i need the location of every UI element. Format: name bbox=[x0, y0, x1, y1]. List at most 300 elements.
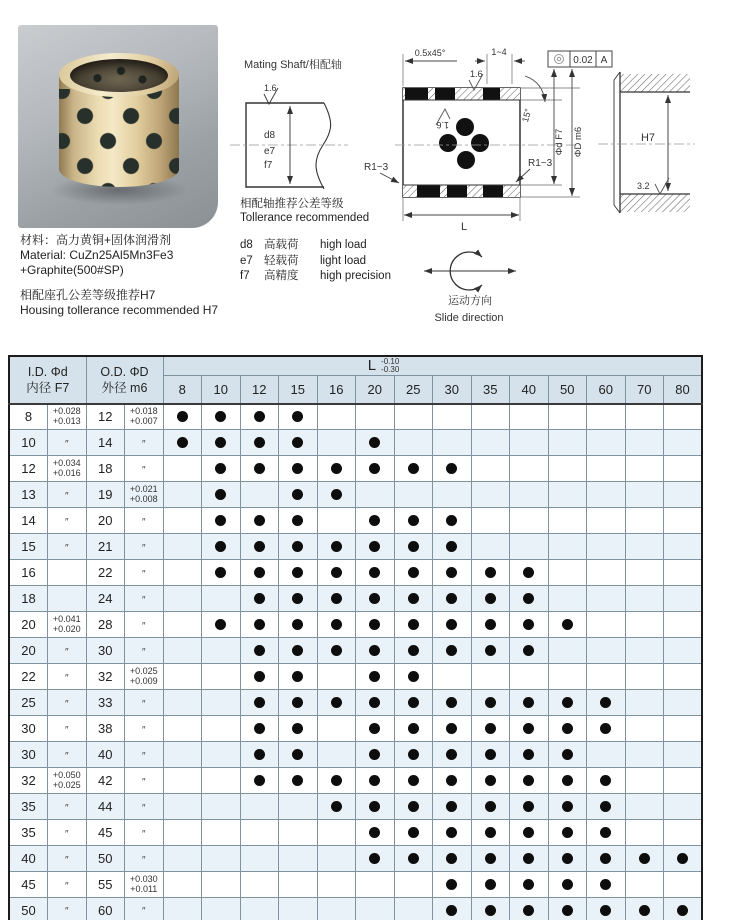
gdt-frame bbox=[548, 51, 612, 67]
table-row bbox=[9, 456, 702, 482]
l-cell bbox=[625, 872, 664, 898]
l-cell bbox=[471, 742, 510, 768]
l-cell bbox=[548, 872, 587, 898]
od-tol-cell bbox=[125, 898, 164, 920]
od-tol-cell bbox=[125, 690, 164, 716]
l-cell bbox=[625, 898, 664, 920]
l-cell bbox=[202, 612, 241, 638]
gdt-value: 0.02 bbox=[573, 55, 593, 66]
size-available-dot bbox=[408, 463, 419, 474]
l-cell bbox=[548, 690, 587, 716]
table-row bbox=[9, 560, 702, 586]
l-cell bbox=[510, 768, 549, 794]
bore-roughness-label: 1.6 bbox=[436, 120, 449, 130]
l-cell bbox=[163, 872, 202, 898]
l-cell bbox=[356, 768, 395, 794]
l-cell bbox=[433, 872, 472, 898]
size-available-dot bbox=[446, 515, 457, 526]
ditto-mark: ″ bbox=[64, 880, 69, 892]
l-cell bbox=[279, 586, 318, 612]
size-available-dot bbox=[562, 827, 573, 838]
id-tol-cell bbox=[48, 482, 87, 508]
l-tol-upper: -0.10 bbox=[381, 356, 400, 366]
l-cell bbox=[394, 794, 433, 820]
l-cell bbox=[587, 430, 626, 456]
l-cell bbox=[625, 768, 664, 794]
grade-en: light load bbox=[320, 254, 367, 267]
l-cell bbox=[625, 560, 664, 586]
l-cell bbox=[356, 716, 395, 742]
l-cell bbox=[394, 742, 433, 768]
tolerance-upper: +0.030 bbox=[129, 874, 158, 885]
l-col-header: 16 bbox=[317, 375, 356, 404]
tolerance-upper: +0.025 bbox=[129, 666, 158, 677]
size-available-dot bbox=[292, 645, 303, 656]
l-cell bbox=[471, 404, 510, 430]
size-available-dot bbox=[485, 801, 496, 812]
size-available-dot bbox=[562, 723, 573, 734]
size-available-dot bbox=[177, 437, 188, 448]
size-available-dot bbox=[215, 463, 226, 474]
radius-label-left: R1~3 bbox=[364, 162, 389, 173]
id-header-top: I.D. Φd bbox=[27, 364, 68, 379]
od-cell: 50 bbox=[86, 846, 125, 872]
l-cell bbox=[548, 820, 587, 846]
size-available-dot bbox=[523, 827, 534, 838]
l-cell bbox=[394, 664, 433, 690]
l-cell bbox=[240, 794, 279, 820]
ditto-mark: ″ bbox=[64, 828, 69, 840]
table-row bbox=[9, 430, 702, 456]
size-available-dot bbox=[331, 541, 342, 552]
od-cell: 32 bbox=[86, 664, 125, 690]
size-available-dot bbox=[639, 853, 650, 864]
id-cell: 30 bbox=[9, 716, 48, 742]
l-cell bbox=[394, 534, 433, 560]
l-cell bbox=[587, 846, 626, 872]
id-cell: 13 bbox=[9, 482, 48, 508]
l-cell bbox=[163, 430, 202, 456]
l-cell bbox=[317, 846, 356, 872]
l-cell bbox=[202, 872, 241, 898]
id-tol-cell bbox=[48, 768, 87, 794]
size-available-dot bbox=[254, 411, 265, 422]
l-cell bbox=[664, 690, 703, 716]
l-cell bbox=[433, 482, 472, 508]
housing-chamfer bbox=[614, 205, 620, 213]
size-available-dot bbox=[408, 593, 419, 604]
top-roughness-label: 1.6 bbox=[470, 69, 483, 79]
size-available-dot bbox=[292, 489, 303, 500]
size-available-dot bbox=[562, 905, 573, 916]
size-available-dot bbox=[254, 567, 265, 578]
od-tol-cell bbox=[125, 560, 164, 586]
l-cell bbox=[510, 664, 549, 690]
size-available-dot bbox=[331, 463, 342, 474]
table-row bbox=[9, 716, 702, 742]
l-cell bbox=[510, 404, 549, 430]
l-cell bbox=[356, 534, 395, 560]
size-available-dot bbox=[408, 567, 419, 578]
l-cell bbox=[587, 404, 626, 430]
od-cell: 55 bbox=[86, 872, 125, 898]
od-tol-cell bbox=[125, 404, 164, 430]
od-tol-cell bbox=[125, 482, 164, 508]
size-available-dot bbox=[446, 801, 457, 812]
size-available-dot bbox=[446, 463, 457, 474]
table-row bbox=[9, 586, 702, 612]
l-cell bbox=[279, 534, 318, 560]
id-tol-cell bbox=[48, 534, 87, 560]
l-cell bbox=[279, 612, 318, 638]
od-header-top: O.D. ΦD bbox=[100, 364, 149, 379]
graphite-plug bbox=[457, 151, 475, 169]
l-cell bbox=[356, 664, 395, 690]
size-available-dot bbox=[292, 723, 303, 734]
size-available-dot bbox=[485, 853, 496, 864]
l-cell bbox=[625, 638, 664, 664]
ditto-mark: ″ bbox=[141, 724, 146, 736]
od-tol-cell bbox=[125, 664, 164, 690]
l-cell bbox=[356, 872, 395, 898]
l-cell bbox=[279, 560, 318, 586]
l-cell bbox=[548, 404, 587, 430]
l-cell bbox=[625, 430, 664, 456]
size-available-dot bbox=[408, 515, 419, 526]
id-tol-cell bbox=[48, 664, 87, 690]
size-available-dot bbox=[408, 671, 419, 682]
id-tol-cell bbox=[48, 638, 87, 664]
l-cell bbox=[625, 482, 664, 508]
table-row bbox=[9, 898, 702, 920]
graphite-plug bbox=[471, 134, 489, 152]
ditto-mark: ″ bbox=[141, 516, 146, 528]
l-cell bbox=[548, 846, 587, 872]
id-cell: 40 bbox=[9, 846, 48, 872]
l-cell bbox=[433, 534, 472, 560]
l-cell bbox=[317, 456, 356, 482]
material-line-graphite: +Graphite(500#SP) bbox=[20, 263, 124, 277]
size-available-dot bbox=[292, 463, 303, 474]
l-cell bbox=[163, 846, 202, 872]
l-cell bbox=[240, 716, 279, 742]
l-cell bbox=[664, 612, 703, 638]
slide-direction-zh: 运动方向 bbox=[448, 295, 492, 307]
l-cell bbox=[202, 430, 241, 456]
l-cell bbox=[664, 508, 703, 534]
size-available-dot bbox=[677, 905, 688, 916]
ditto-mark: ″ bbox=[141, 906, 146, 918]
ditto-mark: ″ bbox=[141, 464, 146, 476]
id-cell: 12 bbox=[9, 456, 48, 482]
l-cell bbox=[356, 820, 395, 846]
size-available-dot bbox=[369, 515, 380, 526]
ditto-mark: ″ bbox=[64, 646, 69, 658]
l-cell bbox=[664, 846, 703, 872]
size-available-dot bbox=[485, 827, 496, 838]
l-cell bbox=[433, 716, 472, 742]
l-cell bbox=[433, 768, 472, 794]
outer-dia-label: ΦD m6 bbox=[573, 126, 584, 158]
l-cell bbox=[394, 872, 433, 898]
l-cell bbox=[587, 508, 626, 534]
l-col-header: 70 bbox=[625, 375, 664, 404]
size-available-dot bbox=[369, 619, 380, 630]
l-cell bbox=[664, 664, 703, 690]
l-col-header: 40 bbox=[510, 375, 549, 404]
size-available-dot bbox=[523, 749, 534, 760]
od-cell: 30 bbox=[86, 638, 125, 664]
l-cell bbox=[625, 612, 664, 638]
l-col-header: 8 bbox=[163, 375, 202, 404]
l-cell bbox=[202, 716, 241, 742]
l-cell bbox=[471, 560, 510, 586]
od-cell: 60 bbox=[86, 898, 125, 920]
l-cell bbox=[433, 898, 472, 920]
material-line-zh: 材料：高力黄铜+固体润滑剂 bbox=[20, 233, 172, 247]
ditto-mark: ″ bbox=[141, 776, 146, 788]
ditto-mark: ″ bbox=[141, 828, 146, 840]
l-cell bbox=[317, 508, 356, 534]
l-cell bbox=[471, 716, 510, 742]
l-cell bbox=[510, 820, 549, 846]
radius-leader-left bbox=[380, 173, 399, 183]
size-table bbox=[8, 355, 703, 920]
id-tol-cell bbox=[48, 612, 87, 638]
tolerance-lower: +0.011 bbox=[130, 883, 158, 894]
plug-square bbox=[447, 185, 467, 197]
size-available-dot bbox=[369, 593, 380, 604]
id-tol-cell bbox=[48, 690, 87, 716]
l-tol-lower: -0.30 bbox=[381, 365, 400, 375]
od-tol-cell bbox=[125, 872, 164, 898]
l-cell bbox=[625, 586, 664, 612]
id-tol-cell bbox=[48, 404, 87, 430]
size-available-dot bbox=[254, 619, 265, 630]
size-available-dot bbox=[600, 775, 611, 786]
size-available-dot bbox=[408, 723, 419, 734]
l-cell bbox=[587, 820, 626, 846]
l-cell bbox=[625, 846, 664, 872]
id-tol-cell bbox=[48, 456, 87, 482]
product-photo bbox=[18, 25, 218, 228]
size-available-dot bbox=[485, 775, 496, 786]
l-cell bbox=[433, 820, 472, 846]
id-cell: 45 bbox=[9, 872, 48, 898]
size-available-dot bbox=[215, 489, 226, 500]
l-cell bbox=[664, 872, 703, 898]
size-available-dot bbox=[254, 593, 265, 604]
l-cell bbox=[510, 586, 549, 612]
l-cell bbox=[433, 612, 472, 638]
ditto-mark: ″ bbox=[141, 854, 146, 866]
size-available-dot bbox=[369, 671, 380, 682]
l-cell bbox=[356, 612, 395, 638]
size-available-dot bbox=[485, 697, 496, 708]
l-col-header: 35 bbox=[471, 375, 510, 404]
ditto-mark: ″ bbox=[141, 750, 146, 762]
l-cell bbox=[587, 612, 626, 638]
l-cell bbox=[163, 638, 202, 664]
tolerance-lower: +0.016 bbox=[52, 467, 81, 478]
bushing-outline bbox=[403, 88, 520, 197]
size-available-dot bbox=[446, 905, 457, 916]
od-cell: 44 bbox=[86, 794, 125, 820]
od-cell: 12 bbox=[86, 404, 125, 430]
size-available-dot bbox=[446, 749, 457, 760]
technical-drawing bbox=[228, 38, 738, 338]
l-cell bbox=[394, 560, 433, 586]
ditto-mark: ″ bbox=[141, 802, 146, 814]
id-tol-cell bbox=[48, 898, 87, 920]
tolerance-lower: +0.008 bbox=[129, 493, 158, 504]
radius-label-right: R1~3 bbox=[528, 158, 553, 169]
size-available-dot bbox=[292, 775, 303, 786]
size-available-dot bbox=[254, 645, 265, 656]
l-cell bbox=[548, 430, 587, 456]
id-tol-cell bbox=[48, 794, 87, 820]
l-cell bbox=[548, 664, 587, 690]
l-cell bbox=[664, 638, 703, 664]
size-available-dot bbox=[177, 411, 188, 422]
grade-zh: 高载荷 bbox=[264, 239, 299, 251]
grade-en: high load bbox=[320, 239, 367, 251]
l-cell bbox=[587, 768, 626, 794]
table-row bbox=[9, 534, 702, 560]
id-tol-cell bbox=[48, 742, 87, 768]
bushing-bore bbox=[70, 59, 168, 92]
l-header bbox=[164, 357, 604, 375]
l-cell bbox=[202, 456, 241, 482]
l-cell bbox=[548, 508, 587, 534]
size-available-dot bbox=[331, 801, 342, 812]
l-cell bbox=[240, 482, 279, 508]
l-cell bbox=[240, 456, 279, 482]
l-cell bbox=[548, 534, 587, 560]
housing-hatch-top bbox=[620, 74, 690, 92]
ditto-mark: ″ bbox=[64, 672, 69, 684]
l-cell bbox=[240, 664, 279, 690]
id-cell: 25 bbox=[9, 690, 48, 716]
id-cell: 50 bbox=[9, 898, 48, 920]
slide-direction-en: Slide direction bbox=[434, 312, 504, 324]
od-cell: 33 bbox=[86, 690, 125, 716]
l-cell bbox=[202, 638, 241, 664]
id-cell: 30 bbox=[9, 742, 48, 768]
l-cell bbox=[664, 586, 703, 612]
l-cell bbox=[317, 872, 356, 898]
ditto-mark: ″ bbox=[64, 906, 69, 918]
table-row bbox=[9, 404, 702, 430]
size-available-dot bbox=[485, 749, 496, 760]
grade: f7 bbox=[240, 270, 250, 282]
od-tol-cell bbox=[125, 534, 164, 560]
size-available-dot bbox=[292, 567, 303, 578]
chamfer-label: 0.5x45° bbox=[414, 48, 446, 58]
table-row bbox=[9, 664, 702, 690]
l-cell bbox=[548, 482, 587, 508]
l-cell bbox=[664, 456, 703, 482]
size-available-dot bbox=[446, 775, 457, 786]
l-cell bbox=[394, 690, 433, 716]
l-cell bbox=[240, 872, 279, 898]
l-cell bbox=[163, 898, 202, 920]
size-available-dot bbox=[639, 905, 650, 916]
l-cell bbox=[279, 820, 318, 846]
od-cell: 21 bbox=[86, 534, 125, 560]
table-row bbox=[9, 638, 702, 664]
l-cell bbox=[356, 586, 395, 612]
size-available-dot bbox=[408, 853, 419, 864]
l-cell bbox=[433, 794, 472, 820]
size-available-dot bbox=[369, 723, 380, 734]
size-available-dot bbox=[369, 541, 380, 552]
l-cell bbox=[394, 404, 433, 430]
l-cell bbox=[664, 404, 703, 430]
ditto-mark: ″ bbox=[141, 698, 146, 710]
housing-drawing bbox=[598, 72, 695, 213]
l-cell bbox=[279, 404, 318, 430]
l-cell bbox=[471, 898, 510, 920]
od-tol-cell bbox=[125, 794, 164, 820]
l-cell bbox=[471, 846, 510, 872]
size-available-dot bbox=[408, 775, 419, 786]
l-cell bbox=[471, 586, 510, 612]
l-cell bbox=[394, 612, 433, 638]
slide-direction-symbol bbox=[424, 252, 516, 324]
size-available-dot bbox=[254, 541, 265, 552]
l-cell bbox=[240, 560, 279, 586]
od-cell: 45 bbox=[86, 820, 125, 846]
size-available-dot bbox=[562, 879, 573, 890]
l-cell bbox=[510, 430, 549, 456]
size-available-dot bbox=[254, 437, 265, 448]
l-cell bbox=[240, 612, 279, 638]
size-available-dot bbox=[408, 827, 419, 838]
size-available-dot bbox=[523, 619, 534, 630]
l-cell bbox=[548, 768, 587, 794]
size-available-dot bbox=[331, 697, 342, 708]
size-available-dot bbox=[485, 619, 496, 630]
tolerance-lower: +0.020 bbox=[52, 623, 81, 634]
l-cell bbox=[471, 638, 510, 664]
l-col-header: 25 bbox=[394, 375, 433, 404]
ditto-mark: ″ bbox=[64, 854, 69, 866]
table-row bbox=[9, 482, 702, 508]
size-available-dot bbox=[523, 697, 534, 708]
l-cell bbox=[471, 482, 510, 508]
l-cell bbox=[394, 638, 433, 664]
l-cell bbox=[587, 534, 626, 560]
l-cell bbox=[510, 560, 549, 586]
grade: d8 bbox=[240, 239, 253, 251]
l-cell bbox=[664, 742, 703, 768]
l-cell bbox=[279, 742, 318, 768]
ditto-mark: ″ bbox=[64, 802, 69, 814]
size-available-dot bbox=[215, 567, 226, 578]
l-cell bbox=[163, 690, 202, 716]
size-available-dot bbox=[600, 853, 611, 864]
size-available-dot bbox=[331, 775, 342, 786]
l-cell bbox=[625, 456, 664, 482]
l-cell bbox=[240, 508, 279, 534]
size-available-dot bbox=[446, 541, 457, 552]
l-cell bbox=[317, 612, 356, 638]
ditto-mark: ″ bbox=[64, 724, 69, 736]
l-cell bbox=[664, 716, 703, 742]
size-available-dot bbox=[292, 515, 303, 526]
l-cell bbox=[664, 482, 703, 508]
